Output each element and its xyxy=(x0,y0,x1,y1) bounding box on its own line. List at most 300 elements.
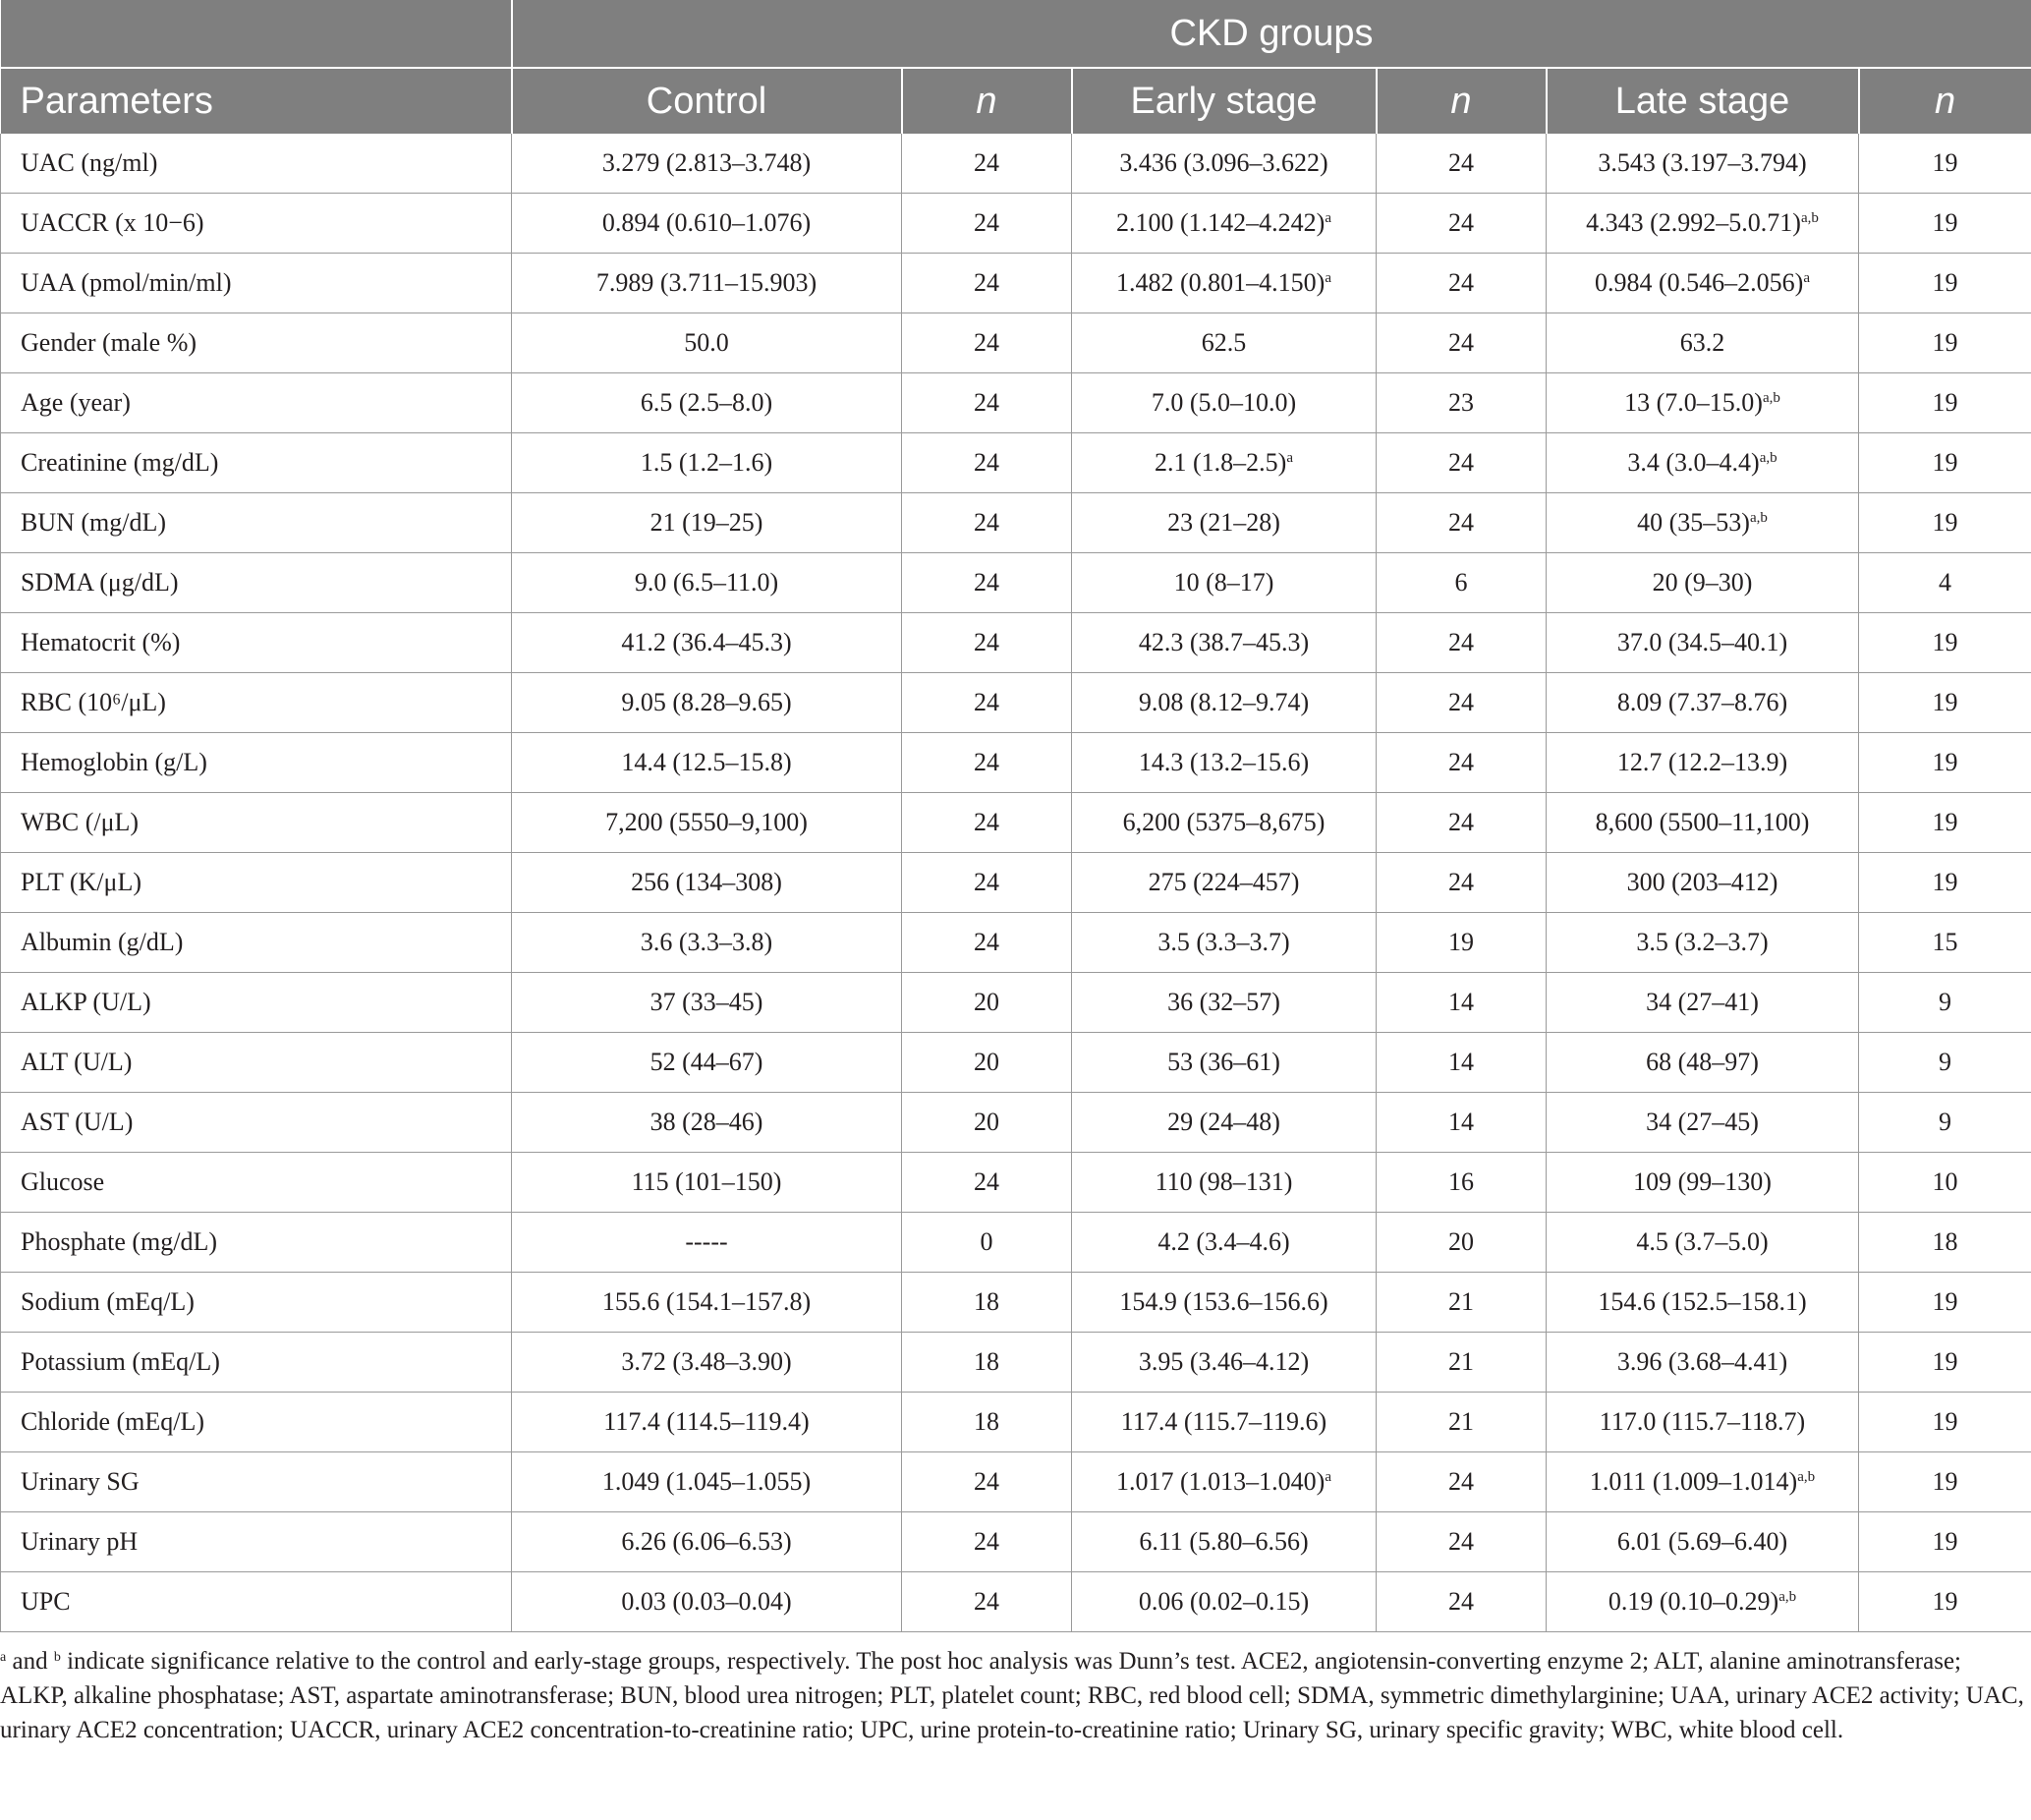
cell-late-value: 154.6 (152.5–158.1) xyxy=(1598,1287,1807,1316)
table-row xyxy=(1,613,2031,673)
cell-early xyxy=(1072,553,1377,613)
cell-late-value: 8.09 (7.37–8.76) xyxy=(1616,688,1788,716)
table-row xyxy=(1,553,2031,613)
cell-early-significance: a xyxy=(1325,270,1331,286)
table-row xyxy=(1,1033,2031,1093)
cell-late-value: 3.5 (3.2–3.7) xyxy=(1636,928,1769,956)
cell-parameter: Glucose xyxy=(1,1153,512,1213)
cell-late xyxy=(1547,673,1859,733)
cell-early xyxy=(1072,1153,1377,1213)
cell-control-value: 21 (19–25) xyxy=(649,508,763,537)
cell-n-control: 24 xyxy=(902,733,1072,793)
cell-parameter: AST (U/L) xyxy=(1,1093,512,1153)
cell-n-late: 19 xyxy=(1859,194,2031,254)
table-row xyxy=(1,194,2031,254)
cell-n-late: 19 xyxy=(1859,1393,2031,1452)
cell-n-late: 9 xyxy=(1859,1093,2031,1153)
cell-early-value: 3.95 (3.46–4.12) xyxy=(1138,1347,1310,1376)
cell-control-value: 37 (33–45) xyxy=(649,988,763,1016)
cell-early xyxy=(1072,373,1377,433)
table-row xyxy=(1,1093,2031,1153)
table-footnote xyxy=(0,1632,2031,1747)
cell-early-value: 4.2 (3.4–4.6) xyxy=(1157,1227,1290,1256)
cell-early-value: 14.3 (13.2–15.6) xyxy=(1138,748,1310,776)
cell-late xyxy=(1547,613,1859,673)
cell-parameter: Potassium (mEq/L) xyxy=(1,1333,512,1393)
footnote-text: indicate significance relative to the control and early-stage groups, respectively. The post hoc analysis was Dunn’s test. ACE2, angiotensin-converting enzyme 2; ALT, alanine aminotransferase; ALKP, alkaline phosphatase; AST, aspartate aminotransferase; BUN, blood urea nitrogen; PLT, platelet count; RBC, red blood cell; SDMA, symmetric dimethylarginine; UAA, urinary ACE2 activity; UAC, urinary ACE2 concentration; UACCR, urinary ACE2 concentration-to-creatinine ratio; UPC, urine protein-to-creatinine ratio; Urinary SG, urinary specific gravity; WBC, white blood cell. xyxy=(0,1648,2024,1743)
cell-late-value: 13 (7.0–15.0) xyxy=(1624,388,1763,417)
cell-n-late: 9 xyxy=(1859,1033,2031,1093)
cell-control xyxy=(512,134,902,194)
cell-late-significance: a,b xyxy=(1800,210,1819,226)
table-row xyxy=(1,1572,2031,1632)
cell-late-value: 3.543 (3.197–3.794) xyxy=(1598,148,1807,177)
cell-early xyxy=(1072,433,1377,493)
table-row xyxy=(1,1153,2031,1213)
cell-n-early: 14 xyxy=(1377,1093,1547,1153)
cell-late-value: 4.343 (2.992–5.0.71) xyxy=(1586,208,1801,237)
cell-early xyxy=(1072,254,1377,313)
cell-late-significance: a,b xyxy=(1762,390,1780,406)
cell-early-value: 117.4 (115.7–119.6) xyxy=(1120,1407,1327,1436)
cell-n-late: 19 xyxy=(1859,313,2031,373)
cell-early xyxy=(1072,733,1377,793)
cell-late-value: 3.96 (3.68–4.41) xyxy=(1616,1347,1788,1376)
cell-n-early: 24 xyxy=(1377,793,1547,853)
cell-late xyxy=(1547,913,1859,973)
table-row xyxy=(1,493,2031,553)
cell-n-control: 20 xyxy=(902,973,1072,1033)
table-header xyxy=(1,0,2031,134)
cell-early xyxy=(1072,673,1377,733)
cell-n-early: 24 xyxy=(1377,613,1547,673)
cell-early-value: 23 (21–28) xyxy=(1167,508,1280,537)
cell-control-value: 3.279 (2.813–3.748) xyxy=(601,148,812,177)
cell-late xyxy=(1547,553,1859,613)
cell-late-significance: a,b xyxy=(1759,450,1777,466)
cell-early-value: 42.3 (38.7–45.3) xyxy=(1138,628,1310,656)
cell-late xyxy=(1547,1213,1859,1273)
cell-late xyxy=(1547,313,1859,373)
cell-late xyxy=(1547,853,1859,913)
cell-n-control: 18 xyxy=(902,1273,1072,1333)
cell-early-value: 3.436 (3.096–3.622) xyxy=(1119,148,1328,177)
header-n-control: n xyxy=(902,68,1072,134)
cell-early-value: 10 (8–17) xyxy=(1173,568,1274,597)
cell-control-value: 9.0 (6.5–11.0) xyxy=(634,568,779,597)
cell-n-late: 19 xyxy=(1859,1452,2031,1512)
cell-n-control: 24 xyxy=(902,313,1072,373)
cell-parameter: Urinary SG xyxy=(1,1452,512,1512)
cell-late xyxy=(1547,1572,1859,1632)
cell-n-control: 24 xyxy=(902,853,1072,913)
cell-late-value: 20 (9–30) xyxy=(1652,568,1753,597)
cell-n-early: 24 xyxy=(1377,1452,1547,1512)
cell-early-value: 1.017 (1.013–1.040) xyxy=(1116,1467,1326,1496)
cell-n-late: 4 xyxy=(1859,553,2031,613)
cell-late-value: 109 (99–130) xyxy=(1633,1167,1772,1196)
cell-n-control: 24 xyxy=(902,793,1072,853)
cell-n-late: 19 xyxy=(1859,134,2031,194)
cell-control-value: 117.4 (114.5–119.4) xyxy=(603,1407,810,1436)
cell-early xyxy=(1072,1512,1377,1572)
cell-control-value: 6.5 (2.5–8.0) xyxy=(640,388,773,417)
cell-early-value: 1.482 (0.801–4.150) xyxy=(1116,268,1326,297)
cell-n-late: 19 xyxy=(1859,373,2031,433)
cell-late-value: 68 (48–97) xyxy=(1646,1048,1759,1076)
cell-late xyxy=(1547,793,1859,853)
cell-parameter: Hemoglobin (g/L) xyxy=(1,733,512,793)
cell-early xyxy=(1072,913,1377,973)
cell-control-value: 115 (101–150) xyxy=(631,1167,782,1196)
cell-n-late: 19 xyxy=(1859,493,2031,553)
cell-late xyxy=(1547,134,1859,194)
cell-late-value: 34 (27–41) xyxy=(1646,988,1759,1016)
cell-n-control: 20 xyxy=(902,1033,1072,1093)
cell-early-value: 275 (224–457) xyxy=(1148,868,1300,896)
cell-late xyxy=(1547,1153,1859,1213)
cell-control xyxy=(512,373,902,433)
cell-control xyxy=(512,1153,902,1213)
cell-n-early: 24 xyxy=(1377,254,1547,313)
cell-control-value: 6.26 (6.06–6.53) xyxy=(621,1527,792,1556)
cell-early xyxy=(1072,1333,1377,1393)
cell-late xyxy=(1547,973,1859,1033)
cell-control-value: 38 (28–46) xyxy=(649,1108,763,1136)
table-row xyxy=(1,254,2031,313)
cell-late-value: 3.4 (3.0–4.4) xyxy=(1627,448,1760,477)
cell-parameter: Albumin (g/dL) xyxy=(1,913,512,973)
cell-control xyxy=(512,673,902,733)
cell-control xyxy=(512,1512,902,1572)
header-late-stage: Late stage xyxy=(1547,68,1859,134)
table-row xyxy=(1,673,2031,733)
cell-early-value: 7.0 (5.0–10.0) xyxy=(1151,388,1297,417)
cell-late-significance: a,b xyxy=(1797,1469,1816,1485)
cell-n-late: 19 xyxy=(1859,853,2031,913)
cell-control xyxy=(512,433,902,493)
table-row xyxy=(1,733,2031,793)
cell-early-significance: a xyxy=(1325,1469,1331,1485)
cell-n-control: 24 xyxy=(902,1452,1072,1512)
cell-control xyxy=(512,913,902,973)
cell-early-value: 29 (24–48) xyxy=(1167,1108,1280,1136)
cell-control xyxy=(512,973,902,1033)
cell-control-value: 7,200 (5550–9,100) xyxy=(605,808,808,836)
table-row xyxy=(1,1213,2031,1273)
cell-control-value: 7.989 (3.711–15.903) xyxy=(595,268,818,297)
cell-control-value: 0.03 (0.03–0.04) xyxy=(621,1587,792,1616)
table-row xyxy=(1,373,2031,433)
header-parameters: Parameters xyxy=(1,68,512,134)
cell-control-value: 41.2 (36.4–45.3) xyxy=(621,628,792,656)
cell-control-value: 0.894 (0.610–1.076) xyxy=(601,208,812,237)
cell-control xyxy=(512,1033,902,1093)
cell-control-value: 1.049 (1.045–1.055) xyxy=(601,1467,812,1496)
footnote-and: and xyxy=(6,1648,54,1675)
table-row xyxy=(1,1393,2031,1452)
cell-late xyxy=(1547,1393,1859,1452)
cell-late-value: 1.011 (1.009–1.014) xyxy=(1589,1467,1798,1496)
cell-late xyxy=(1547,373,1859,433)
header-row-columns xyxy=(1,68,2031,134)
cell-n-early: 21 xyxy=(1377,1273,1547,1333)
cell-parameter: UPC xyxy=(1,1572,512,1632)
cell-n-late: 19 xyxy=(1859,613,2031,673)
cell-early-value: 2.100 (1.142–4.242) xyxy=(1116,208,1326,237)
cell-n-early: 24 xyxy=(1377,733,1547,793)
cell-n-control: 24 xyxy=(902,493,1072,553)
cell-early xyxy=(1072,1572,1377,1632)
cell-n-control: 24 xyxy=(902,134,1072,194)
cell-early-value: 154.9 (153.6–156.6) xyxy=(1119,1287,1328,1316)
cell-parameter: UAA (pmol/min/ml) xyxy=(1,254,512,313)
cell-late-significance: a xyxy=(1803,270,1810,286)
cell-parameter: Chloride (mEq/L) xyxy=(1,1393,512,1452)
cell-early-value: 62.5 xyxy=(1201,328,1247,357)
cell-late xyxy=(1547,194,1859,254)
cell-control-value: 52 (44–67) xyxy=(649,1048,763,1076)
cell-control xyxy=(512,1273,902,1333)
cell-control xyxy=(512,1213,902,1273)
cell-late-value: 6.01 (5.69–6.40) xyxy=(1616,1527,1788,1556)
cell-control xyxy=(512,194,902,254)
cell-parameter: Age (year) xyxy=(1,373,512,433)
cell-n-late: 19 xyxy=(1859,793,2031,853)
cell-late xyxy=(1547,733,1859,793)
cell-early xyxy=(1072,1033,1377,1093)
cell-n-early: 19 xyxy=(1377,913,1547,973)
table-row xyxy=(1,313,2031,373)
cell-control xyxy=(512,1393,902,1452)
table-body xyxy=(1,134,2031,1632)
table-row xyxy=(1,913,2031,973)
cell-n-late: 19 xyxy=(1859,1572,2031,1632)
cell-late xyxy=(1547,493,1859,553)
cell-n-late: 19 xyxy=(1859,1273,2031,1333)
cell-early-value: 6.11 (5.80–6.56) xyxy=(1139,1527,1309,1556)
cell-early xyxy=(1072,134,1377,194)
table-row xyxy=(1,853,2031,913)
cell-parameter: SDMA (μg/dL) xyxy=(1,553,512,613)
cell-parameter: Creatinine (mg/dL) xyxy=(1,433,512,493)
cell-control xyxy=(512,493,902,553)
table-row xyxy=(1,1512,2031,1572)
cell-late-significance: a,b xyxy=(1749,510,1768,526)
cell-n-late: 19 xyxy=(1859,1333,2031,1393)
cell-parameter: RBC (10⁶/μL) xyxy=(1,673,512,733)
cell-late-value: 8,600 (5500–11,100) xyxy=(1595,808,1810,836)
cell-early xyxy=(1072,1093,1377,1153)
cell-n-early: 24 xyxy=(1377,313,1547,373)
cell-late-value: 0.984 (0.546–2.056) xyxy=(1595,268,1804,297)
cell-early xyxy=(1072,493,1377,553)
cell-late-value: 40 (35–53) xyxy=(1637,508,1750,537)
cell-n-late: 9 xyxy=(1859,973,2031,1033)
cell-n-early: 24 xyxy=(1377,1512,1547,1572)
cell-late-significance: a,b xyxy=(1778,1589,1797,1605)
cell-n-early: 23 xyxy=(1377,373,1547,433)
cell-parameter: ALKP (U/L) xyxy=(1,973,512,1033)
cell-parameter: Sodium (mEq/L) xyxy=(1,1273,512,1333)
cell-n-late: 19 xyxy=(1859,433,2031,493)
cell-control xyxy=(512,254,902,313)
cell-early-value: 53 (36–61) xyxy=(1167,1048,1280,1076)
cell-n-control: 24 xyxy=(902,373,1072,433)
cell-late xyxy=(1547,254,1859,313)
cell-late xyxy=(1547,433,1859,493)
cell-n-control: 24 xyxy=(902,1153,1072,1213)
table-row xyxy=(1,1273,2031,1333)
cell-early xyxy=(1072,1213,1377,1273)
cell-early-value: 110 (98–131) xyxy=(1155,1167,1293,1196)
cell-n-early: 24 xyxy=(1377,433,1547,493)
cell-n-control: 18 xyxy=(902,1393,1072,1452)
cell-parameter: BUN (mg/dL) xyxy=(1,493,512,553)
cell-early-value: 36 (32–57) xyxy=(1167,988,1280,1016)
cell-late xyxy=(1547,1033,1859,1093)
cell-early-significance: a xyxy=(1286,450,1293,466)
header-early-stage: Early stage xyxy=(1072,68,1377,134)
cell-control xyxy=(512,1452,902,1512)
cell-n-control: 20 xyxy=(902,1093,1072,1153)
table-row xyxy=(1,793,2031,853)
cell-late xyxy=(1547,1452,1859,1512)
cell-n-early: 24 xyxy=(1377,673,1547,733)
cell-n-early: 21 xyxy=(1377,1393,1547,1452)
cell-n-early: 24 xyxy=(1377,493,1547,553)
footnote-sup-b: b xyxy=(53,1650,61,1665)
cell-n-early: 6 xyxy=(1377,553,1547,613)
cell-n-early: 14 xyxy=(1377,1033,1547,1093)
cell-late-value: 34 (27–45) xyxy=(1646,1108,1759,1136)
cell-n-late: 10 xyxy=(1859,1153,2031,1213)
cell-parameter: PLT (K/μL) xyxy=(1,853,512,913)
cell-control xyxy=(512,733,902,793)
cell-n-early: 24 xyxy=(1377,1572,1547,1632)
cell-n-late: 19 xyxy=(1859,733,2031,793)
cell-late xyxy=(1547,1512,1859,1572)
cell-late-value: 12.7 (12.2–13.9) xyxy=(1616,748,1788,776)
cell-control-value: 14.4 (12.5–15.8) xyxy=(621,748,792,776)
cell-n-control: 0 xyxy=(902,1213,1072,1273)
header-empty-cell xyxy=(1,0,512,68)
cell-control xyxy=(512,793,902,853)
cell-late-value: 117.0 (115.7–118.7) xyxy=(1599,1407,1806,1436)
cell-late xyxy=(1547,1333,1859,1393)
cell-control xyxy=(512,313,902,373)
cell-late-value: 37.0 (34.5–40.1) xyxy=(1616,628,1788,656)
cell-control-value: 1.5 (1.2–1.6) xyxy=(640,448,773,477)
footnote-sup-a: a xyxy=(0,1650,7,1665)
cell-n-control: 18 xyxy=(902,1333,1072,1393)
cell-early xyxy=(1072,973,1377,1033)
cell-control-value: ----- xyxy=(685,1227,728,1256)
cell-late-value: 63.2 xyxy=(1679,328,1725,357)
cell-n-early: 20 xyxy=(1377,1213,1547,1273)
cell-parameter: UAC (ng/ml) xyxy=(1,134,512,194)
cell-early-value: 6,200 (5375–8,675) xyxy=(1122,808,1326,836)
table-row xyxy=(1,1333,2031,1393)
cell-n-late: 15 xyxy=(1859,913,2031,973)
cell-n-early: 21 xyxy=(1377,1333,1547,1393)
cell-early-significance: a xyxy=(1325,210,1331,226)
table-row xyxy=(1,433,2031,493)
cell-parameter: Hematocrit (%) xyxy=(1,613,512,673)
header-n-early: n xyxy=(1377,68,1547,134)
cell-n-late: 18 xyxy=(1859,1213,2031,1273)
cell-early xyxy=(1072,1393,1377,1452)
cell-late xyxy=(1547,1273,1859,1333)
cell-parameter: Urinary pH xyxy=(1,1512,512,1572)
cell-control xyxy=(512,853,902,913)
cell-late-value: 4.5 (3.7–5.0) xyxy=(1636,1227,1769,1256)
cell-early xyxy=(1072,1452,1377,1512)
cell-n-early: 24 xyxy=(1377,194,1547,254)
cell-n-control: 24 xyxy=(902,553,1072,613)
cell-late-value: 300 (203–412) xyxy=(1626,868,1778,896)
cell-early-value: 9.08 (8.12–9.74) xyxy=(1138,688,1310,716)
cell-n-late: 19 xyxy=(1859,254,2031,313)
cell-n-control: 24 xyxy=(902,194,1072,254)
cell-control-value: 50.0 xyxy=(684,328,729,357)
cell-control xyxy=(512,553,902,613)
cell-control xyxy=(512,613,902,673)
cell-control xyxy=(512,1093,902,1153)
cell-early-value: 0.06 (0.02–0.15) xyxy=(1138,1587,1310,1616)
cell-late xyxy=(1547,1093,1859,1153)
cell-n-control: 24 xyxy=(902,254,1072,313)
cell-parameter: Gender (male %) xyxy=(1,313,512,373)
cell-n-late: 19 xyxy=(1859,1512,2031,1572)
cell-early xyxy=(1072,613,1377,673)
header-ckd-groups: CKD groups xyxy=(512,0,2031,68)
cell-control xyxy=(512,1572,902,1632)
table-row xyxy=(1,134,2031,194)
cell-parameter: Phosphate (mg/dL) xyxy=(1,1213,512,1273)
cell-parameter: WBC (/μL) xyxy=(1,793,512,853)
cell-n-late: 19 xyxy=(1859,673,2031,733)
cell-control xyxy=(512,1333,902,1393)
cell-n-early: 14 xyxy=(1377,973,1547,1033)
cell-n-control: 24 xyxy=(902,1512,1072,1572)
cell-n-control: 24 xyxy=(902,433,1072,493)
header-row-group xyxy=(1,0,2031,68)
cell-early-value: 2.1 (1.8–2.5) xyxy=(1155,448,1287,477)
table-row xyxy=(1,973,2031,1033)
cell-control-value: 3.72 (3.48–3.90) xyxy=(621,1347,792,1376)
cell-n-control: 24 xyxy=(902,913,1072,973)
table-row xyxy=(1,1452,2031,1512)
cell-late-value: 0.19 (0.10–0.29) xyxy=(1608,1587,1779,1616)
cell-early xyxy=(1072,1273,1377,1333)
cell-control-value: 155.6 (154.1–157.8) xyxy=(601,1287,812,1316)
cell-early-value: 3.5 (3.3–3.7) xyxy=(1157,928,1290,956)
cell-parameter: ALT (U/L) xyxy=(1,1033,512,1093)
cell-control-value: 9.05 (8.28–9.65) xyxy=(621,688,792,716)
cell-n-control: 24 xyxy=(902,613,1072,673)
cell-n-early: 24 xyxy=(1377,134,1547,194)
cell-parameter: UACCR (x 10−6) xyxy=(1,194,512,254)
cell-early xyxy=(1072,313,1377,373)
cell-control-value: 256 (134–308) xyxy=(631,868,782,896)
cell-early xyxy=(1072,793,1377,853)
cell-early xyxy=(1072,853,1377,913)
cell-n-early: 16 xyxy=(1377,1153,1547,1213)
cell-control-value: 3.6 (3.3–3.8) xyxy=(640,928,773,956)
cell-n-control: 24 xyxy=(902,1572,1072,1632)
cell-early xyxy=(1072,194,1377,254)
